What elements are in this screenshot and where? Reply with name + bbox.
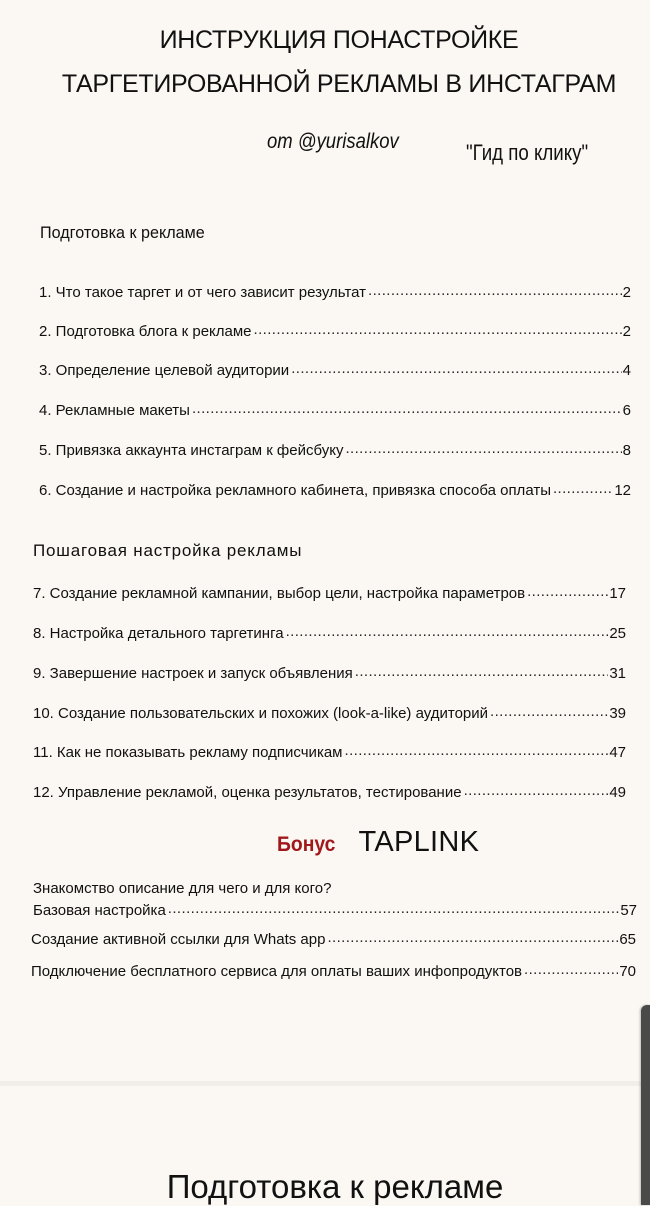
guide-name: "Гид по клику"	[466, 140, 589, 165]
toc-entry[interactable]	[39, 440, 631, 459]
dot-leader	[524, 961, 618, 976]
bonus-heading	[277, 826, 479, 859]
toc-entry-label: Подключение бесплатного сервиса для оплаты ваших инфопродуктов	[31, 963, 523, 980]
toc-entry[interactable]	[33, 623, 626, 642]
toc-entry[interactable]	[39, 400, 631, 419]
toc-entry-label: 3. Определение целевой аудитории	[39, 362, 290, 379]
toc-page-number: 2	[622, 284, 631, 301]
toc-page-number: 4	[622, 362, 631, 379]
toc-entry-label: 4. Рекламные макеты	[39, 402, 190, 419]
bonus-intro-text: Знакомство описание для чего и для кого?	[33, 880, 332, 897]
toc-page-number: 8	[622, 442, 631, 459]
bonus-label: Бонус	[277, 833, 336, 856]
dot-leader	[168, 900, 620, 915]
toc-entry[interactable]	[39, 282, 631, 301]
next-page-heading: Подготовка к рекламе	[166, 1168, 504, 1205]
author-handle: от @yurisalkov	[267, 130, 399, 153]
dot-leader	[291, 360, 621, 375]
toc-page-number: 31	[609, 665, 626, 682]
toc-entry[interactable]	[33, 703, 626, 722]
toc-entry[interactable]	[33, 900, 637, 919]
toc-entry[interactable]	[33, 742, 626, 761]
toc-entry-label: 10. Создание пользовательских и похожих (look-a-like) аудиторий	[33, 705, 489, 722]
toc-entry-label: 6. Создание и настройка рекламного кабинета, привязка способа оплаты	[39, 482, 551, 499]
toc-entry-label: 12. Управление рекламой, оценка результатов, тестирование	[33, 784, 462, 801]
toc-page-number: 57	[620, 902, 637, 919]
section-heading-preparation: Подготовка к рекламе	[40, 223, 205, 242]
toc-entry[interactable]	[33, 782, 626, 801]
toc-entry[interactable]	[39, 321, 631, 340]
toc-page-number: 47	[609, 744, 626, 761]
document-title-line-1: ИНСТРУКЦИЯ ПОНАСТРОЙКЕ	[159, 26, 519, 54]
toc-entry-label: 7. Создание рекламной кампании, выбор цели, настройка параметров	[33, 585, 526, 602]
toc-entry[interactable]	[33, 663, 626, 682]
dot-leader	[490, 703, 608, 718]
toc-page-number: 25	[609, 625, 626, 642]
toc-entry-label: 1. Что такое таргет и от чего зависит результат	[39, 284, 367, 301]
dot-leader	[355, 663, 609, 678]
toc-entry[interactable]	[39, 360, 631, 379]
toc-entry-label: 5. Привязка аккаунта инстаграм к фейсбуку	[39, 442, 344, 459]
section-heading-step-by-step: Пошаговая настройка рекламы	[33, 541, 303, 560]
toc-entry[interactable]	[31, 961, 636, 980]
toc-page-number: 2	[622, 323, 631, 340]
toc-page-number: 39	[609, 705, 626, 722]
dot-leader	[464, 782, 609, 797]
dot-leader	[527, 583, 608, 598]
dot-leader	[254, 321, 622, 336]
toc-entry-label: 11. Как не показывать рекламу подписчикам	[33, 744, 343, 761]
toc-entry[interactable]	[31, 929, 636, 948]
toc-entry-label: Создание активной ссылки для Whats app	[31, 931, 326, 948]
dot-leader	[345, 440, 621, 455]
bonus-brand: TAPLINK	[358, 826, 480, 858]
toc-page-number: 49	[609, 784, 626, 801]
toc-entry-label: Базовая настройка	[33, 902, 166, 919]
toc-entry[interactable]	[39, 480, 631, 499]
toc-entry[interactable]	[33, 583, 626, 602]
toc-entry-label: 9. Завершение настроек и запуск объявления	[33, 665, 353, 682]
toc-page-number: 65	[619, 931, 636, 948]
dot-leader	[192, 400, 622, 415]
dot-leader	[553, 480, 613, 495]
dot-leader	[286, 623, 609, 638]
scrollbar-thumb[interactable]	[641, 1005, 650, 1205]
toc-page-number: 12	[614, 482, 631, 499]
dot-leader	[345, 742, 609, 757]
dot-leader	[368, 282, 622, 297]
dot-leader	[327, 929, 618, 944]
toc-entry-label: 2. Подготовка блога к рекламе	[39, 323, 252, 340]
document-title-line-2: ТАРГЕТИРОВАННОЙ РЕКЛАМЫ В ИНСТАГРАМ	[61, 70, 617, 98]
toc-page-number: 17	[609, 585, 626, 602]
toc-page-number: 6	[622, 402, 631, 419]
toc-page-number: 70	[619, 963, 636, 980]
toc-entry-label: 8. Настройка детального таргетинга	[33, 625, 284, 642]
